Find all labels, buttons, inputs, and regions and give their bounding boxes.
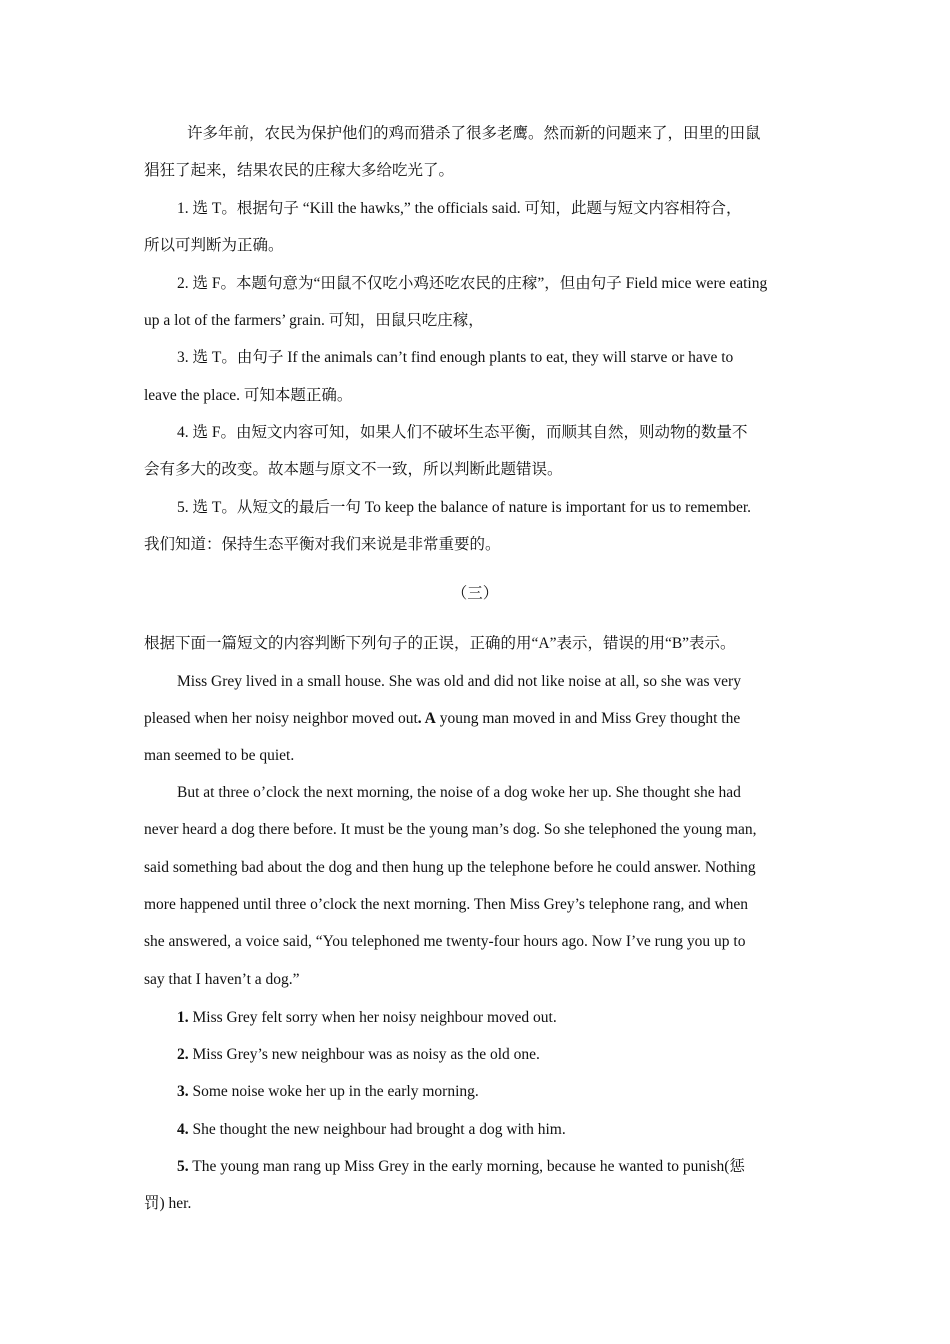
answer-5-line-2: 我们知道：保持生态平衡对我们来说是非常重要的。: [144, 536, 501, 553]
answer-5-line-1: 5. 选 T。从短文的最后一句 To keep the balance of nature is important for us to remember.: [177, 499, 752, 516]
question-3: [177, 1082, 827, 1102]
passage-p2-line-4: more happened until three o’clock the next morning. Then Miss Grey’s telephone rang, and when: [144, 896, 749, 913]
question-2-text: Miss Grey’s new neighbour was as noisy as the old one.: [188, 1046, 540, 1063]
answer-1-line-2: 所以可判断为正确。: [144, 237, 284, 254]
passage-p2-line-1: But at three o’clock the next morning, the noise of a dog woke her up. She thought she had: [177, 784, 741, 801]
question-1: [177, 1008, 827, 1028]
question-4-text: She thought the new neighbour had brought a dog with him.: [188, 1121, 566, 1138]
passage-p1-line-2a: pleased when her noisy neighbor moved out: [144, 710, 418, 727]
passage-p1-bold-a: . A: [417, 710, 436, 727]
question-1-text: Miss Grey felt sorry when her noisy neighbour moved out.: [188, 1009, 557, 1026]
question-2: [177, 1045, 827, 1065]
answer-2-line-1: 2. 选 F。本题句意为“田鼠不仅吃小鸡还吃农民的庄稼”，但由句子 Field mice were eating: [177, 275, 768, 292]
question-5-text: The young man rang up Miss Grey in the early morning, because he wanted to punish(惩: [188, 1158, 745, 1175]
instruction-text: 根据下面一篇短文的内容判断下列句子的正误，正确的用“A”表示，错误的用“B”表示。: [144, 635, 736, 652]
intro-line-1: 许多年前，农民为保护他们的鸡而猎杀了很多老鹰。然而新的问题来了，田里的田鼠: [187, 125, 761, 142]
answer-3-line-1: 3. 选 T。由句子 If the animals can’t find enough plants to eat, they will starve or have to: [177, 349, 734, 366]
passage-p1-line-3: man seemed to be quiet.: [144, 747, 295, 764]
answer-1-line-1: 1. 选 T。根据句子 “Kill the hawks,” the officials said. 可知，此题与短文内容相符合，: [177, 200, 742, 217]
passage-p2-line-3: said something bad about the dog and then hung up the telephone before he could answer. Nothing: [144, 859, 756, 876]
question-5: [177, 1157, 827, 1177]
question-3-text: Some noise woke her up in the early morning.: [188, 1083, 479, 1100]
section-heading: （三）: [451, 585, 499, 602]
passage-p1-line-1: Miss Grey lived in a small house. She was old and did not like noise at all, so she was very: [177, 673, 741, 690]
answer-2-line-2: up a lot of the farmers’ grain. 可知，田鼠只吃庄稼，: [144, 312, 484, 329]
passage-p2-line-6: say that I haven’t a dog.”: [144, 971, 300, 988]
passage-p1-line-2: [144, 709, 834, 729]
question-1-number: 1.: [177, 1009, 189, 1026]
passage-p2-line-2: never heard a dog there before. It must be the young man’s dog. So she telephoned the young man,: [144, 821, 757, 838]
question-4: [177, 1120, 827, 1140]
question-5-line-2: 罚) her.: [144, 1195, 192, 1212]
question-2-number: 2.: [177, 1046, 189, 1063]
answer-4-line-2: 会有多大的改变。故本题与原文不一致，所以判断此题错误。: [144, 461, 563, 478]
passage-p1-line-2c: young man moved in and Miss Grey thought the: [435, 710, 741, 727]
intro-line-2: 猖狂了起来，结果农民的庄稼大多给吃光了。: [144, 162, 455, 179]
question-3-number: 3.: [177, 1083, 189, 1100]
question-5-number: 5.: [177, 1158, 189, 1175]
question-4-number: 4.: [177, 1121, 189, 1138]
answer-4-line-1: 4. 选 F。由短文内容可知，如果人们不破坏生态平衡，而顺其自然，则动物的数量不: [177, 424, 748, 441]
passage-p2-line-5: she answered, a voice said, “You telephoned me twenty-four hours ago. Now I’ve rung you up to: [144, 933, 746, 950]
answer-3-line-2: leave the place. 可知本题正确。: [144, 387, 353, 404]
